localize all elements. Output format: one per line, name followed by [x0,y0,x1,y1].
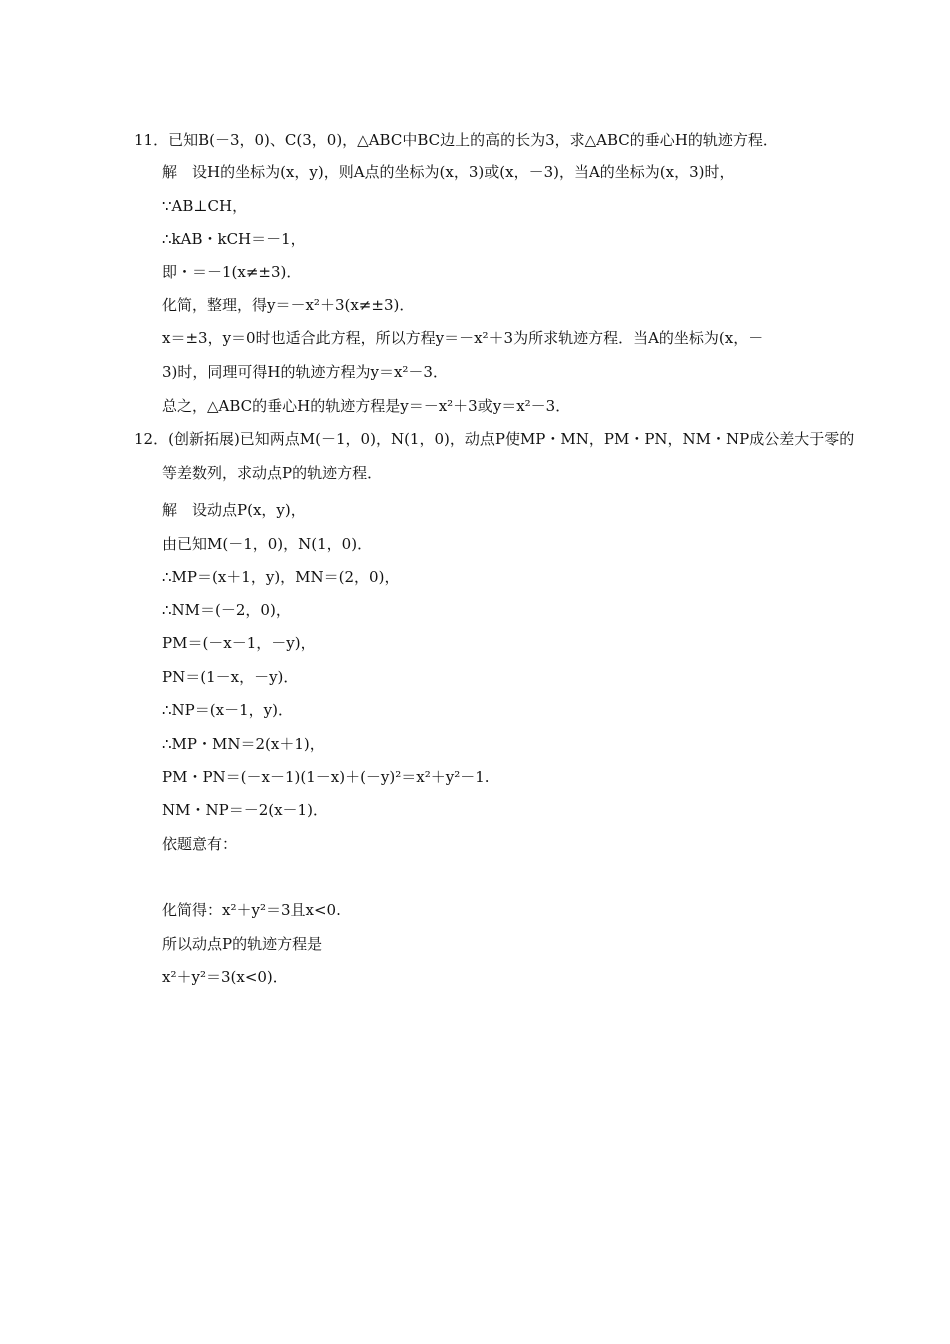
problem-12-solution-line: PN＝(1－x，－y)． [162,668,299,686]
problem-12-solution-line: 解 设动点P(x，y)， [162,501,306,519]
problem-12-solution-line: PM＝(－x－1，－y)， [162,634,316,652]
problem-12-solution-line: 化简得：x²＋y²＝3且x<0. [162,901,341,919]
problem-11-solution-line: x＝±3，y＝0时也适合此方程，所以方程y＝－x²＋3为所求轨迹方程．当A的坐标为(x，－ [162,329,764,347]
problem-12-solution-line: 所以动点P的轨迹方程是 [162,935,323,953]
problem-12-statement-continued: 等差数列，求动点P的轨迹方程． [162,464,383,482]
problem-12-solution-line: ∴MP＝(x＋1，y)，MN＝(2，0)， [162,568,400,586]
problem-11-solution-line: ∴kAB・kCH＝－1， [162,230,306,248]
problem-11-solution-line: 3)时，同理可得H的轨迹方程为y＝x²－3． [162,363,448,381]
problem-12-solution-line: ∴NM＝(－2，0)， [162,601,291,619]
problem-11-solution-line: 即・＝－1(x≠±3)． [162,263,302,281]
problem-11-solution-line: 化简，整理，得y＝－x²＋3(x≠±3)． [162,296,415,314]
problem-12-solution-line: ∴NP＝(x－1，y)． [162,701,293,719]
problem-11-solution-line: 解 设H的坐标为(x，y)，则A点的坐标为(x，3)或(x，－3)，当A的坐标为(x，3)时， [162,163,735,181]
problem-12-solution-line: PM・PN＝(－x－1)(1－x)＋(－y)²＝x²＋y²－1. [162,768,490,786]
problem-11-statement: 11．已知B(－3，0)、C(3，0)，△ABC中BC边上的高的长为3，求△ABC的垂心H的轨迹方程． [134,131,778,149]
problem-11-solution-line: 总之，△ABC的垂心H的轨迹方程是y＝－x²＋3或y＝x²－3． [162,397,571,415]
problem-12-solution-line: NM・NP＝－2(x－1)． [162,801,328,819]
problem-12-solution-line: ∴MP・MN＝2(x＋1)， [162,735,325,753]
problem-12-statement: 12．(创新拓展)已知两点M(－1，0)，N(1，0)，动点P使MP・MN，PM・PN，NM・NP成公差大于零的 [134,430,855,448]
problem-12-solution-line: 由已知M(－1，0)，N(1，0)． [162,535,373,553]
problem-11-solution-line: ∵AB⊥CH， [162,197,248,215]
problem-12-solution-line: 依题意有： [162,835,238,853]
problem-12-solution-line: x²＋y²＝3(x<0)． [162,968,288,986]
